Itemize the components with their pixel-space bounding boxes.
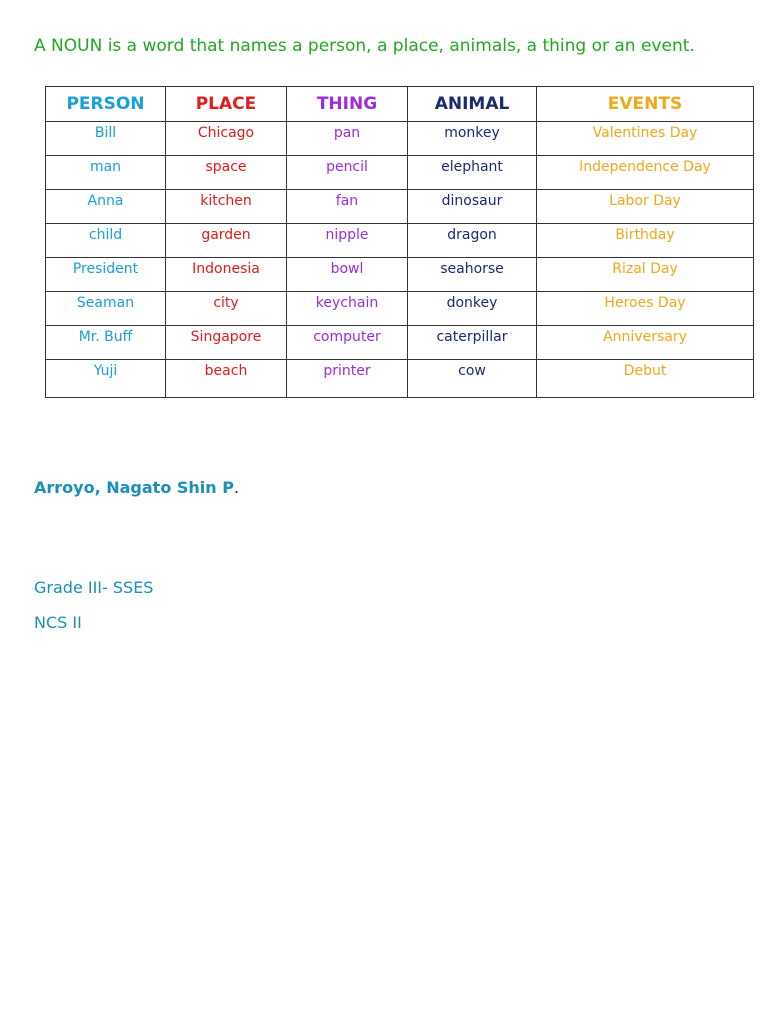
cell-thing: fan [287, 190, 408, 224]
cell-place: Indonesia [166, 258, 287, 292]
cell-event: Valentines Day [537, 122, 754, 156]
cell-person: Mr. Buff [46, 326, 166, 360]
table-row [46, 258, 754, 292]
cell-person: President [46, 258, 166, 292]
table-row [46, 122, 754, 156]
cell-animal: elephant [408, 156, 537, 190]
table-header-row [46, 87, 754, 122]
cell-place: city [166, 292, 287, 326]
cell-thing: bowl [287, 258, 408, 292]
grade-level: Grade III- SSES [34, 578, 154, 597]
cell-event: Labor Day [537, 190, 754, 224]
header-events: EVENTS [537, 87, 754, 122]
table-row [46, 224, 754, 258]
cell-thing: printer [287, 360, 408, 398]
cell-event: Heroes Day [537, 292, 754, 326]
cell-thing: pan [287, 122, 408, 156]
cell-event: Birthday [537, 224, 754, 258]
table-row [46, 292, 754, 326]
cell-animal: cow [408, 360, 537, 398]
cell-event: Anniversary [537, 326, 754, 360]
cell-place: kitchen [166, 190, 287, 224]
table-row [46, 326, 754, 360]
noun-table [45, 86, 754, 398]
cell-animal: monkey [408, 122, 537, 156]
table-row [46, 190, 754, 224]
cell-place: Singapore [166, 326, 287, 360]
cell-thing: computer [287, 326, 408, 360]
cell-place: space [166, 156, 287, 190]
cell-person: Anna [46, 190, 166, 224]
cell-event: Debut [537, 360, 754, 398]
cell-place: Chicago [166, 122, 287, 156]
cell-animal: caterpillar [408, 326, 537, 360]
cell-event: Independence Day [537, 156, 754, 190]
cell-thing: nipple [287, 224, 408, 258]
intro-definition: A NOUN is a word that names a person, a place, animals, a thing or an event. [34, 36, 695, 56]
cell-animal: dragon [408, 224, 537, 258]
cell-animal: seahorse [408, 258, 537, 292]
cell-person: child [46, 224, 166, 258]
cell-person: man [46, 156, 166, 190]
cell-animal: donkey [408, 292, 537, 326]
cell-event: Rizal Day [537, 258, 754, 292]
header-thing: THING [287, 87, 408, 122]
cell-animal: dinosaur [408, 190, 537, 224]
table-row [46, 156, 754, 190]
table-row [46, 360, 754, 398]
cell-thing: pencil [287, 156, 408, 190]
cell-place: beach [166, 360, 287, 398]
cell-person: Yuji [46, 360, 166, 398]
section-name: NCS II [34, 613, 82, 632]
header-person: PERSON [46, 87, 166, 122]
header-place: PLACE [166, 87, 287, 122]
author-name [34, 478, 239, 497]
cell-person: Bill [46, 122, 166, 156]
author-name-text: Arroyo, Nagato Shin P [34, 478, 234, 497]
header-animal: ANIMAL [408, 87, 537, 122]
cell-thing: keychain [287, 292, 408, 326]
author-name-period: . [233, 478, 240, 497]
cell-person: Seaman [46, 292, 166, 326]
cell-place: garden [166, 224, 287, 258]
